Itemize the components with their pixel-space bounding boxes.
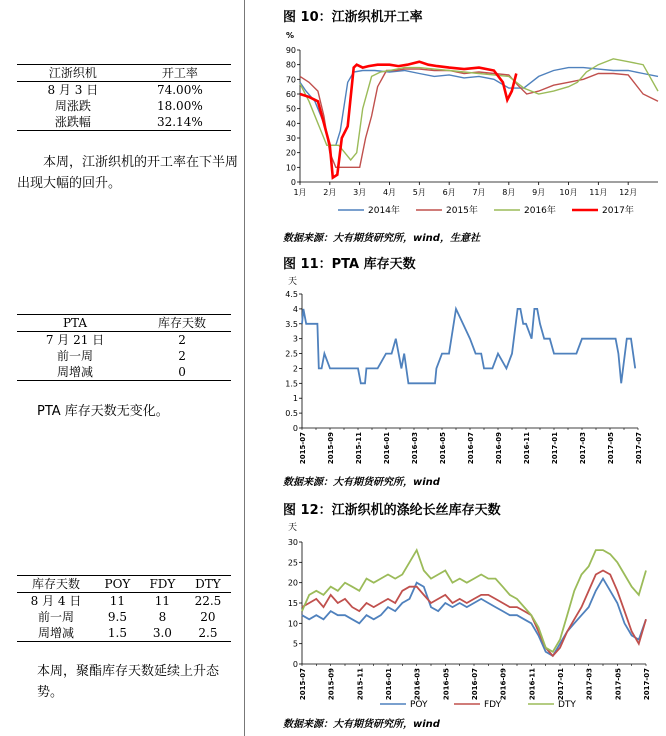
legend-label: POY [410,700,428,710]
legend-label: 2017年 [602,206,634,216]
y-tick-label: 40 [285,119,296,129]
legend-label: 2016年 [524,206,556,216]
y-tick-label: 5 [292,639,298,649]
x-tick-label: 2016-01 [385,668,393,701]
pta-stock-table [17,314,231,381]
table-header-cell: FDY [140,576,185,593]
y-tick-label: 0.5 [285,409,298,419]
x-tick-label: 3月 [353,188,367,197]
table-row [17,348,231,364]
series-line-DTY [302,550,646,652]
x-tick-label: 2017-07 [635,432,643,464]
x-tick-label: 2016-09 [495,432,503,464]
fig10-source: 数据来源：大有期货研究所，wind，生意社 [283,233,480,244]
y-tick-label: 30 [285,134,296,143]
x-tick-label: 2015-11 [355,432,363,464]
series-line-FDY [302,571,646,656]
y-tick-label: 20 [285,148,296,158]
fig11-source: 数据来源：大有期货研究所，wind [283,477,440,488]
y-tick-label: 3 [292,334,298,344]
y-tick-label: 2.5 [285,349,298,359]
legend-label: FDY [484,700,502,710]
table-row [17,593,231,610]
x-tick-label: 2017-05 [614,668,623,701]
table-header-cell: 库存天数 [133,315,231,332]
y-tick-label: 0 [292,424,298,433]
x-tick-label: 2016-07 [467,432,475,464]
y-tick-label: 20 [287,578,298,588]
x-tick-label: 9月 [532,188,546,197]
legend-label: 2015年 [446,206,478,216]
fig12-chart [280,518,664,710]
x-tick-label: 2016-03 [413,668,422,701]
fig12-source: 数据来源：大有期货研究所，wind [283,719,440,730]
y-tick-label: 0 [290,178,296,187]
x-tick-label: 2015-09 [327,668,336,701]
table-row [17,625,231,642]
table-header-cell: PTA [17,315,133,332]
y-tick-label: 25 [287,558,298,568]
table-cell: 7 月 21 日 [45,333,105,347]
loom-rate-paragraph: 本周，江浙织机的开工率在下半周出现大幅的回升。 [17,155,239,191]
table-header-cell: DTY [185,576,231,593]
polyester-stock-table [17,575,231,642]
x-tick-label: 1月 [293,188,307,197]
fig10-ylabel: % [286,31,295,40]
x-tick-label: 5月 [412,188,426,197]
series-line-2017年 [300,62,516,178]
x-tick-label: 2016-03 [411,432,419,464]
x-tick-label: 2017-03 [585,668,594,701]
y-tick-label: 2 [292,364,298,374]
fig12-title: 图 12：江浙织机的涤纶长丝库存天数 [283,503,501,518]
x-tick-label: 2017-05 [607,432,615,464]
loom-rate-table [17,64,231,131]
fig12-ylabel: 天 [288,523,298,533]
y-tick-label: 15 [287,599,298,608]
legend-label: 2014年 [368,206,400,216]
table-cell: 11 [154,594,171,608]
table-row [17,364,231,381]
y-tick-label: 10 [285,163,296,173]
y-tick-label: 80 [285,60,296,70]
x-tick-label: 2017-01 [551,432,559,464]
x-tick-label: 2016-05 [439,432,447,464]
table-cell: 20 [200,610,216,624]
fig11-chart [280,272,664,464]
table-cell: 2 [178,333,186,347]
table-cell: 2 [178,349,186,363]
y-tick-label: 4 [292,304,298,314]
x-tick-label: 2016-09 [499,668,508,701]
pta-paragraph: PTA 库存天数无变化。 [37,404,169,419]
y-tick-label: 0 [292,660,298,669]
x-tick-label: 2016-11 [523,432,531,464]
x-tick-label: 10月 [559,188,578,197]
table-cell: 周增减 [17,625,95,642]
x-tick-label: 8月 [502,188,516,197]
y-tick-label: 10 [287,619,298,629]
x-tick-label: 2月 [323,188,337,197]
x-tick-label: 2016-11 [528,668,537,701]
table-cell: 2.5 [185,625,231,642]
table-cell: 0 [133,364,231,381]
fig11-ylabel: 天 [288,277,298,287]
y-tick-label: 60 [285,90,296,99]
table-cell: 18.00% [156,99,203,113]
y-tick-label: 1.5 [285,379,298,389]
table-cell: 9.5 [107,610,127,624]
table-cell: 74.00% [156,83,203,97]
x-tick-label: 2017-03 [579,432,587,464]
x-tick-label: 2015-09 [327,432,335,464]
table-cell: 周增减 [17,364,133,381]
y-tick-label: 3.5 [285,319,298,329]
table-header-cell: POY [95,576,140,593]
table-cell: 周涨跌 [54,99,91,113]
x-tick-label: 2017-01 [557,668,565,701]
x-tick-label: 2016-01 [383,432,391,464]
x-tick-label: 6月 [442,188,456,197]
y-tick-label: 70 [285,75,296,85]
table-row [17,114,231,131]
table-row [17,332,231,349]
x-tick-label: 2017-07 [643,668,651,701]
x-tick-label: 2016-05 [442,668,451,701]
y-tick-label: 4.5 [285,290,298,299]
x-tick-label: 7月 [472,188,486,197]
table-cell: 涨跌幅 [17,114,129,131]
polyester-paragraph: 本周，聚酯库存天数延续上升态势。 [37,664,220,700]
table-row [17,609,231,625]
series-line [302,309,635,383]
x-tick-label: 2015-07 [299,432,307,464]
fig10-title: 图 10：江浙织机开工率 [283,10,423,25]
table-cell: 前一周 [37,610,74,624]
y-tick-label: 30 [287,538,298,547]
table-cell: 11 [109,594,126,608]
y-tick-label: 50 [285,104,296,114]
x-tick-label: 11月 [589,188,608,197]
x-tick-label: 2016-07 [471,668,479,701]
column-divider [244,0,245,736]
table-cell: 32.14% [129,114,231,131]
table-cell: 3.0 [140,625,185,642]
table-row [17,82,231,99]
table-cell: 8 月 3 日 [47,83,99,97]
fig10-chart [280,26,664,222]
table-cell: 8 月 4 日 [30,594,82,608]
x-tick-label: 2015-11 [356,668,365,701]
series-line-POY [302,579,646,656]
x-tick-label: 2015-07 [299,668,307,701]
x-tick-label: 12月 [619,188,638,197]
y-tick-label: 1 [292,394,298,404]
table-cell: 22.5 [194,594,222,608]
table-header-cell: 江浙织机 [17,65,129,82]
table-cell: 前一周 [57,349,94,363]
fig11-title: 图 11：PTA 库存天数 [283,257,416,272]
x-tick-label: 4月 [382,188,397,197]
table-cell: 8 [158,610,167,624]
y-tick-label: 90 [285,46,296,55]
table-row [17,98,231,114]
table-header-cell: 库存天数 [17,576,95,593]
table-cell: 1.5 [95,625,140,642]
table-header-cell: 开工率 [129,65,231,82]
series-line-2015年 [300,69,658,167]
legend-label: DTY [558,700,576,710]
